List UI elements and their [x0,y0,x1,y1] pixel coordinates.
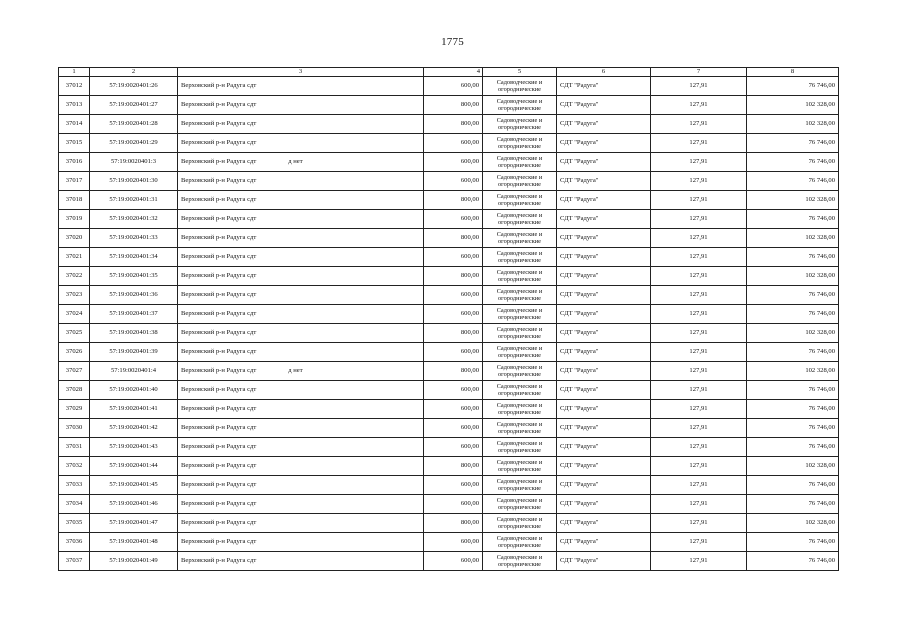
area-cell: 600,00 [424,438,483,457]
cadastral-number-cell: 57:19:0020401:28 [90,115,178,134]
row-number-cell: 37021 [59,248,90,267]
cadastral-value-cell: 76 746,00 [747,533,839,552]
land-use-cell: Садоводческие и огороднические [483,305,557,324]
cadastral-value-cell: 76 746,00 [747,134,839,153]
row-number-cell: 37027 [59,362,90,381]
land-use-cell: Садоводческие и огороднические [483,552,557,571]
table-body [59,77,839,571]
cadastral-value-cell: 76 746,00 [747,343,839,362]
rate-cell: 127,91 [651,324,747,343]
column-number-cell: 2 [90,68,178,77]
table-row [59,153,839,172]
rate-cell: 127,91 [651,77,747,96]
cadastral-number-cell: 57:19:0020401:32 [90,210,178,229]
area-cell: 800,00 [424,514,483,533]
area-cell: 600,00 [424,419,483,438]
land-use-cell: Садоводческие и огороднические [483,362,557,381]
area-cell: 800,00 [424,191,483,210]
location-text: Верховский р-н Радуга сдт [181,519,257,526]
area-cell: 600,00 [424,172,483,191]
cadastral-value-cell: 76 746,00 [747,153,839,172]
rate-cell: 127,91 [651,153,747,172]
land-use-cell: Садоводческие и огороднические [483,248,557,267]
location-cell [178,457,424,476]
row-number-cell: 37019 [59,210,90,229]
cadastral-number-cell: 57:19:0020401:30 [90,172,178,191]
cadastral-number-cell: 57:19:0020401:27 [90,96,178,115]
cadastral-value-cell: 76 746,00 [747,438,839,457]
organization-cell: СДТ "Радуга" [557,495,651,514]
location-cell [178,495,424,514]
cadastral-number-cell: 57:19:0020401:40 [90,381,178,400]
cadastral-value-cell: 102 328,00 [747,362,839,381]
land-use-cell: Садоводческие и огороднические [483,210,557,229]
table-row [59,324,839,343]
row-number-cell: 37029 [59,400,90,419]
land-use-cell: Садоводческие и огороднические [483,172,557,191]
land-use-cell: Садоводческие и огороднические [483,495,557,514]
row-number-cell: 37035 [59,514,90,533]
location-text: Верховский р-н Радуга сдт [181,424,257,431]
location-cell [178,552,424,571]
organization-cell: СДТ "Радуга" [557,172,651,191]
area-cell: 800,00 [424,457,483,476]
cadastral-number-cell: 57:19:0020401:41 [90,400,178,419]
location-text: Верховский р-н Радуга сдт [181,443,257,450]
location-text: Верховский р-н Радуга сдт [181,82,257,89]
table-row [59,400,839,419]
cadastral-number-cell: 57:19:0020401:47 [90,514,178,533]
table-row [59,419,839,438]
cadastral-value-cell: 76 746,00 [747,172,839,191]
rate-cell: 127,91 [651,457,747,476]
rate-cell: 127,91 [651,115,747,134]
rate-cell: 127,91 [651,552,747,571]
rate-cell: 127,91 [651,533,747,552]
table-row [59,457,839,476]
rate-cell: 127,91 [651,438,747,457]
organization-cell: СДТ "Радуга" [557,134,651,153]
area-cell: 600,00 [424,77,483,96]
table-row [59,96,839,115]
cadastral-number-cell: 57:19:0020401:36 [90,286,178,305]
column-number-cell: 3 [178,68,424,77]
location-text: Верховский р-н Радуга сдт [181,348,257,355]
table-row [59,77,839,96]
organization-cell: СДТ "Радуга" [557,514,651,533]
rate-cell: 127,91 [651,381,747,400]
row-number-cell: 37020 [59,229,90,248]
area-cell: 600,00 [424,248,483,267]
area-cell: 800,00 [424,115,483,134]
table-row [59,305,839,324]
organization-cell: СДТ "Радуга" [557,77,651,96]
location-text: Верховский р-н Радуга сдт [181,557,257,564]
page-number: 1775 [441,36,464,48]
table-row [59,115,839,134]
cadastral-value-cell: 76 746,00 [747,495,839,514]
table-row [59,248,839,267]
location-text: Верховский р-н Радуга сдт [181,386,257,393]
location-cell [178,115,424,134]
rate-cell: 127,91 [651,419,747,438]
table-row [59,267,839,286]
row-number-cell: 37012 [59,77,90,96]
cadastral-number-cell: 57:19:0020401:26 [90,77,178,96]
table-row [59,362,839,381]
organization-cell: СДТ "Радуга" [557,248,651,267]
land-register-table [58,67,839,571]
location-cell [178,438,424,457]
cadastral-value-cell: 102 328,00 [747,191,839,210]
area-cell: 600,00 [424,153,483,172]
location-text: Верховский р-н Радуга сдт [181,158,257,165]
land-use-cell: Садоводческие и огороднические [483,267,557,286]
organization-cell: СДТ "Радуга" [557,552,651,571]
area-cell: 600,00 [424,552,483,571]
row-number-cell: 37018 [59,191,90,210]
location-text: Верховский р-н Радуга сдт [181,196,257,203]
location-cell [178,191,424,210]
row-number-cell: 37025 [59,324,90,343]
cadastral-value-cell: 76 746,00 [747,552,839,571]
cadastral-value-cell: 102 328,00 [747,457,839,476]
location-cell [178,267,424,286]
rate-cell: 127,91 [651,248,747,267]
area-cell: 600,00 [424,476,483,495]
cadastral-number-cell: 57:19:0020401:44 [90,457,178,476]
cadastral-number-cell: 57:19:0020401:31 [90,191,178,210]
cadastral-number-cell: 57:19:0020401:29 [90,134,178,153]
location-text: Верховский р-н Радуга сдт [181,139,257,146]
table-row [59,476,839,495]
location-text: Верховский р-н Радуга сдт [181,462,257,469]
location-text: Верховский р-н Радуга сдт [181,120,257,127]
location-cell [178,343,424,362]
cadastral-number-cell: 57:19:0020401:37 [90,305,178,324]
land-use-cell: Садоводческие и огороднические [483,343,557,362]
land-use-cell: Садоводческие и огороднические [483,438,557,457]
organization-cell: СДТ "Радуга" [557,286,651,305]
area-cell: 800,00 [424,229,483,248]
table-row [59,210,839,229]
organization-cell: СДТ "Радуга" [557,305,651,324]
row-number-cell: 37036 [59,533,90,552]
organization-cell: СДТ "Радуга" [557,362,651,381]
area-cell: 600,00 [424,210,483,229]
location-cell [178,134,424,153]
area-cell: 800,00 [424,267,483,286]
land-use-cell: Садоводческие и огороднические [483,153,557,172]
row-number-cell: 37024 [59,305,90,324]
organization-cell: СДТ "Радуга" [557,229,651,248]
cadastral-number-cell: 57:19:0020401:3 [90,153,178,172]
row-number-cell: 37026 [59,343,90,362]
location-cell [178,419,424,438]
rate-cell: 127,91 [651,191,747,210]
cadastral-value-cell: 76 746,00 [747,419,839,438]
location-cell [178,381,424,400]
cadastral-number-cell: 57:19:0020401:35 [90,267,178,286]
location-text: Верховский р-н Радуга сдт [181,310,257,317]
rate-cell: 127,91 [651,96,747,115]
column-number-cell: 1 [59,68,90,77]
land-use-cell: Садоводческие и огороднические [483,476,557,495]
organization-cell: СДТ "Радуга" [557,96,651,115]
rate-cell: 127,91 [651,343,747,362]
cadastral-value-cell: 102 328,00 [747,267,839,286]
location-text: Верховский р-н Радуга сдт [181,538,257,545]
location-cell [178,305,424,324]
organization-cell: СДТ "Радуга" [557,457,651,476]
location-note: д нет [288,367,303,374]
row-number-cell: 37032 [59,457,90,476]
table-row [59,229,839,248]
organization-cell: СДТ "Радуга" [557,343,651,362]
cadastral-value-cell: 76 746,00 [747,210,839,229]
table-row [59,381,839,400]
cadastral-value-cell: 76 746,00 [747,476,839,495]
land-use-cell: Садоводческие и огороднические [483,400,557,419]
row-number-cell: 37015 [59,134,90,153]
land-use-cell: Садоводческие и огороднические [483,419,557,438]
location-text: Верховский р-н Радуга сдт [181,367,257,374]
land-use-cell: Садоводческие и огороднические [483,134,557,153]
land-use-cell: Садоводческие и огороднические [483,191,557,210]
rate-cell: 127,91 [651,134,747,153]
column-number-row [59,68,839,77]
table-row [59,343,839,362]
rate-cell: 127,91 [651,400,747,419]
location-cell [178,229,424,248]
cadastral-number-cell: 57:19:0020401:43 [90,438,178,457]
organization-cell: СДТ "Радуга" [557,533,651,552]
row-number-cell: 37033 [59,476,90,495]
table-row [59,172,839,191]
cadastral-value-cell: 102 328,00 [747,229,839,248]
location-cell [178,400,424,419]
area-cell: 600,00 [424,533,483,552]
rate-cell: 127,91 [651,286,747,305]
area-cell: 600,00 [424,343,483,362]
cadastral-value-cell: 102 328,00 [747,115,839,134]
area-cell: 800,00 [424,362,483,381]
location-cell [178,324,424,343]
rate-cell: 127,91 [651,210,747,229]
cadastral-value-cell: 76 746,00 [747,248,839,267]
cadastral-number-cell: 57:19:0020401:4 [90,362,178,381]
location-cell [178,514,424,533]
cadastral-number-cell: 57:19:0020401:34 [90,248,178,267]
table-row [59,552,839,571]
row-number-cell: 37023 [59,286,90,305]
location-text: Верховский р-н Радуга сдт [181,272,257,279]
cadastral-number-cell: 57:19:0020401:42 [90,419,178,438]
location-text: Верховский р-н Радуга сдт [181,101,257,108]
cadastral-value-cell: 102 328,00 [747,96,839,115]
location-text: Верховский р-н Радуга сдт [181,405,257,412]
row-number-cell: 37030 [59,419,90,438]
area-cell: 600,00 [424,381,483,400]
row-number-cell: 37031 [59,438,90,457]
column-number-cell: 8 [747,68,839,77]
row-number-cell: 37017 [59,172,90,191]
land-use-cell: Садоводческие и огороднические [483,457,557,476]
row-number-cell: 37028 [59,381,90,400]
cadastral-value-cell: 102 328,00 [747,514,839,533]
rate-cell: 127,91 [651,267,747,286]
location-cell [178,286,424,305]
organization-cell: СДТ "Радуга" [557,438,651,457]
row-number-cell: 37014 [59,115,90,134]
rate-cell: 127,91 [651,172,747,191]
cadastral-number-cell: 57:19:0020401:38 [90,324,178,343]
location-cell [178,248,424,267]
rate-cell: 127,91 [651,476,747,495]
cadastral-number-cell: 57:19:0020401:39 [90,343,178,362]
table-row [59,495,839,514]
land-use-cell: Садоводческие и огороднические [483,77,557,96]
rate-cell: 127,91 [651,305,747,324]
column-number-cell: 6 [557,68,651,77]
land-use-cell: Садоводческие и огороднические [483,286,557,305]
table-row [59,533,839,552]
area-cell: 600,00 [424,305,483,324]
area-cell: 600,00 [424,400,483,419]
location-text: Верховский р-н Радуга сдт [181,177,257,184]
organization-cell: СДТ "Радуга" [557,191,651,210]
table-row [59,514,839,533]
location-cell [178,172,424,191]
table-row [59,438,839,457]
location-cell [178,362,424,381]
location-cell [178,210,424,229]
rate-cell: 127,91 [651,495,747,514]
organization-cell: СДТ "Радуга" [557,115,651,134]
column-number-cell: 4 [424,68,483,77]
rate-cell: 127,91 [651,229,747,248]
location-text: Верховский р-н Радуга сдт [181,500,257,507]
cadastral-value-cell: 76 746,00 [747,381,839,400]
organization-cell: СДТ "Радуга" [557,476,651,495]
organization-cell: СДТ "Радуга" [557,381,651,400]
row-number-cell: 37037 [59,552,90,571]
row-number-cell: 37013 [59,96,90,115]
cadastral-value-cell: 102 328,00 [747,324,839,343]
organization-cell: СДТ "Радуга" [557,400,651,419]
rate-cell: 127,91 [651,514,747,533]
row-number-cell: 37022 [59,267,90,286]
location-cell [178,533,424,552]
area-cell: 800,00 [424,96,483,115]
area-cell: 600,00 [424,134,483,153]
cadastral-number-cell: 57:19:0020401:48 [90,533,178,552]
land-use-cell: Садоводческие и огороднические [483,115,557,134]
area-cell: 800,00 [424,324,483,343]
table-row [59,134,839,153]
area-cell: 600,00 [424,495,483,514]
cadastral-number-cell: 57:19:0020401:46 [90,495,178,514]
organization-cell: СДТ "Радуга" [557,210,651,229]
cadastral-value-cell: 76 746,00 [747,400,839,419]
cadastral-number-cell: 57:19:0020401:49 [90,552,178,571]
table-row [59,286,839,305]
organization-cell: СДТ "Радуга" [557,267,651,286]
land-use-cell: Садоводческие и огороднические [483,324,557,343]
cadastral-number-cell: 57:19:0020401:33 [90,229,178,248]
cadastral-value-cell: 76 746,00 [747,286,839,305]
row-number-cell: 37016 [59,153,90,172]
rate-cell: 127,91 [651,362,747,381]
location-cell [178,96,424,115]
area-cell: 600,00 [424,286,483,305]
location-text: Верховский р-н Радуга сдт [181,481,257,488]
cadastral-value-cell: 76 746,00 [747,305,839,324]
land-use-cell: Садоводческие и огороднические [483,381,557,400]
location-cell [178,77,424,96]
row-number-cell: 37034 [59,495,90,514]
organization-cell: СДТ "Радуга" [557,419,651,438]
column-number-cell: 5 [483,68,557,77]
location-text: Верховский р-н Радуга сдт [181,291,257,298]
location-cell [178,476,424,495]
land-use-cell: Садоводческие и огороднические [483,96,557,115]
location-text: Верховский р-н Радуга сдт [181,234,257,241]
cadastral-number-cell: 57:19:0020401:45 [90,476,178,495]
column-number-cell: 7 [651,68,747,77]
location-text: Верховский р-н Радуга сдт [181,253,257,260]
cadastral-value-cell: 76 746,00 [747,77,839,96]
table-row [59,191,839,210]
location-text: Верховский р-н Радуга сдт [181,215,257,222]
land-use-cell: Садоводческие и огороднические [483,533,557,552]
land-use-cell: Садоводческие и огороднические [483,229,557,248]
organization-cell: СДТ "Радуга" [557,153,651,172]
land-use-cell: Садоводческие и огороднические [483,514,557,533]
location-text: Верховский р-н Радуга сдт [181,329,257,336]
location-cell [178,153,424,172]
location-note: д нет [288,158,303,165]
organization-cell: СДТ "Радуга" [557,324,651,343]
